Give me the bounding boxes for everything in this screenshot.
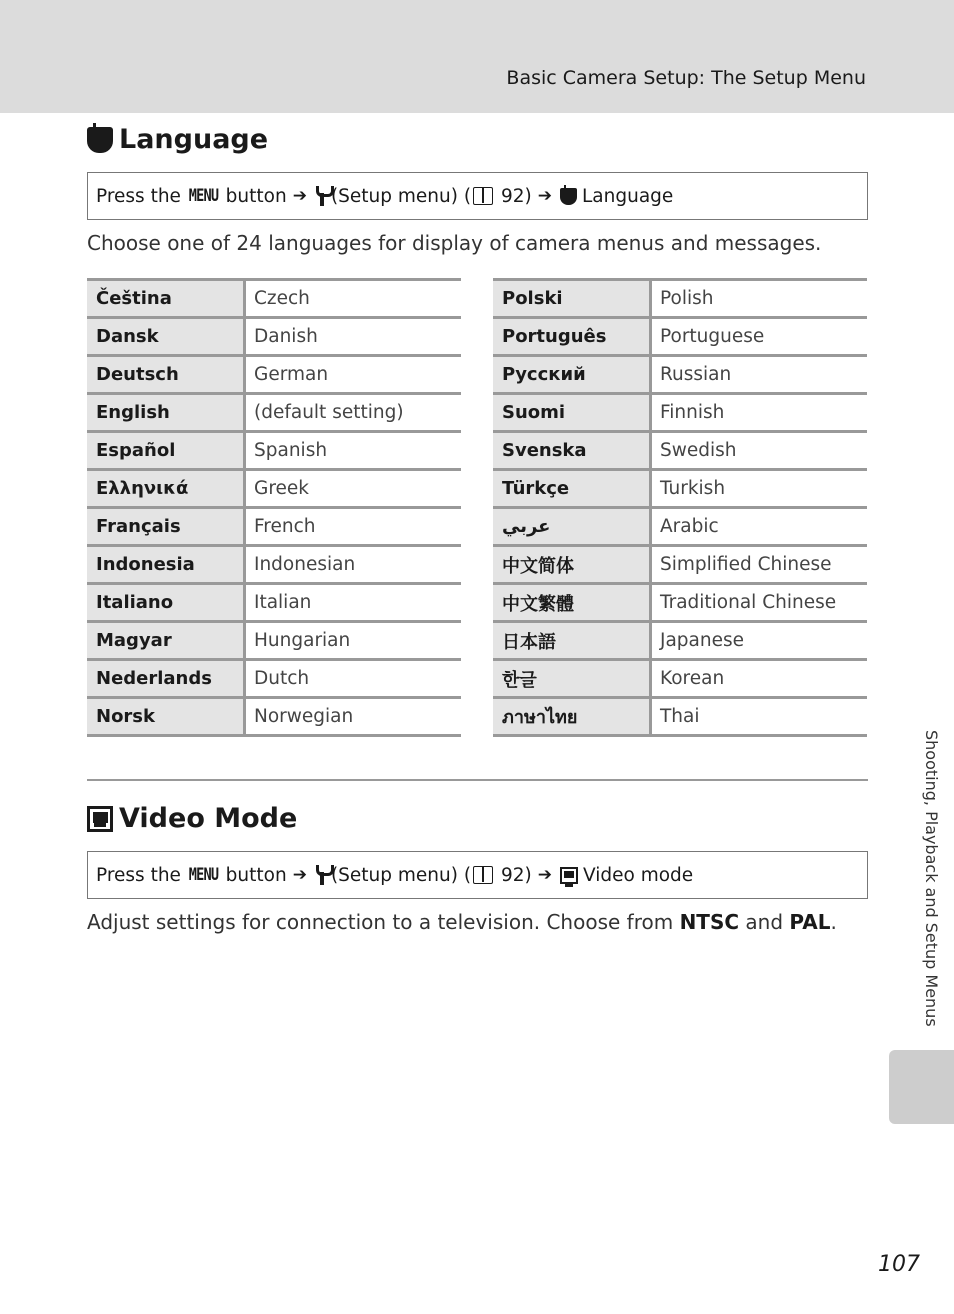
language-native-name: Svenska xyxy=(493,433,652,468)
language-row xyxy=(493,281,867,319)
arrow-right-icon: ➔ xyxy=(537,865,552,885)
language-english-name: French xyxy=(254,516,316,537)
language-row xyxy=(493,395,867,433)
book-icon xyxy=(473,866,493,884)
arrow-right-icon: ➔ xyxy=(292,865,307,885)
language-row xyxy=(493,433,867,471)
language-english-name: Russian xyxy=(660,364,732,385)
video-desc-period: . xyxy=(830,910,837,934)
video-mode-heading xyxy=(87,803,297,834)
path-setup-text: (Setup menu) ( xyxy=(330,864,472,886)
language-row xyxy=(493,319,867,357)
language-english-name: German xyxy=(254,364,329,385)
language-english-name: Greek xyxy=(254,478,310,499)
language-native-name: Indonesia xyxy=(87,547,246,582)
video-mode-title: Video Mode xyxy=(119,803,298,834)
language-description: Choose one of 24 languages for display of camera menus and messages. xyxy=(87,231,822,255)
language-native-name: Magyar xyxy=(87,623,246,658)
menu-button-label: MENU xyxy=(188,186,219,206)
language-native-name: Čeština xyxy=(87,281,246,316)
language-english-name: Korean xyxy=(660,668,725,689)
language-english-name: (default setting) xyxy=(254,402,404,423)
language-native-name: 한글 xyxy=(493,661,652,696)
language-row xyxy=(87,623,461,661)
language-row xyxy=(87,357,461,395)
language-english-name: Indonesian xyxy=(254,554,356,575)
path-press-text: Press the xyxy=(96,185,181,207)
language-row xyxy=(493,547,867,585)
language-row xyxy=(493,471,867,509)
language-row xyxy=(87,547,461,585)
arrow-right-icon: ➔ xyxy=(292,186,307,206)
page-number: 107 xyxy=(878,1252,920,1277)
language-table-right xyxy=(493,278,867,737)
language-row xyxy=(87,699,461,737)
language-row xyxy=(493,623,867,661)
language-table-left xyxy=(87,278,461,737)
video-mode-icon xyxy=(560,867,578,884)
language-native-name: Português xyxy=(493,319,652,354)
chapter-side-label xyxy=(921,730,941,1040)
option-ntsc: NTSC xyxy=(679,910,740,934)
book-icon xyxy=(473,187,493,205)
path-button-text: button xyxy=(225,185,287,207)
language-row xyxy=(493,509,867,547)
language-native-name: 中文简体 xyxy=(493,547,652,582)
arrow-right-icon: ➔ xyxy=(537,186,552,206)
language-row xyxy=(493,357,867,395)
language-english-name: Finnish xyxy=(660,402,725,423)
path-ref-text: 92) xyxy=(500,185,532,207)
path-button-text: button xyxy=(225,864,287,886)
language-row xyxy=(87,281,461,319)
video-desc-text: Adjust settings for connection to a television. Choose from xyxy=(87,910,674,934)
path-setup-text: (Setup menu) ( xyxy=(330,185,472,207)
language-english-name: Swedish xyxy=(660,440,737,461)
language-row xyxy=(87,585,461,623)
language-row xyxy=(493,699,867,737)
language-native-name: Français xyxy=(87,509,246,544)
path-press-text: Press the xyxy=(96,864,181,886)
language-icon xyxy=(87,127,113,153)
language-native-name: Ελληνικά xyxy=(87,471,246,506)
language-native-name: Русский xyxy=(493,357,652,392)
language-native-name: 中文繁體 xyxy=(493,585,652,620)
language-row xyxy=(87,395,461,433)
language-english-name: Portuguese xyxy=(660,326,765,347)
video-mode-description xyxy=(87,910,837,934)
language-row xyxy=(493,661,867,699)
wrench-icon xyxy=(316,186,328,206)
language-row xyxy=(87,433,461,471)
language-native-name: ภาษาไทย xyxy=(493,699,652,734)
language-english-name: Italian xyxy=(254,592,312,613)
language-menu-path xyxy=(87,172,868,220)
path-target-text: Video mode xyxy=(582,864,694,886)
section-divider xyxy=(87,779,868,781)
language-native-name: 日本語 xyxy=(493,623,652,658)
option-pal: PAL xyxy=(789,910,831,934)
language-english-name: Spanish xyxy=(254,440,328,461)
language-row xyxy=(87,509,461,547)
language-native-name: Norsk xyxy=(87,699,246,734)
language-english-name: Danish xyxy=(254,326,318,347)
language-native-name: Nederlands xyxy=(87,661,246,696)
language-english-name: Polish xyxy=(660,288,714,309)
path-target-text: Language xyxy=(581,185,674,207)
menu-button-label: MENU xyxy=(188,865,219,885)
header-band xyxy=(0,0,954,113)
language-native-name: Suomi xyxy=(493,395,652,430)
language-row xyxy=(493,585,867,623)
video-mode-icon xyxy=(87,806,113,832)
language-heading xyxy=(87,124,268,155)
path-ref-text: 92) xyxy=(500,864,532,886)
language-english-name: Dutch xyxy=(254,668,310,689)
language-english-name: Turkish xyxy=(660,478,726,499)
language-english-name: Simplified Chinese xyxy=(660,554,832,575)
language-english-name: Norwegian xyxy=(254,706,354,727)
video-desc-and: and xyxy=(745,910,784,934)
chapter-side-text: Shooting, Playback and Setup Menus xyxy=(922,730,941,1027)
wrench-icon xyxy=(316,865,328,885)
chapter-tab xyxy=(889,1050,954,1124)
language-native-name: Italiano xyxy=(87,585,246,620)
language-native-name: Español xyxy=(87,433,246,468)
language-title: Language xyxy=(119,124,269,155)
language-english-name: Arabic xyxy=(660,516,719,537)
language-row xyxy=(87,471,461,509)
language-native-name: Polski xyxy=(493,281,652,316)
language-native-name: Deutsch xyxy=(87,357,246,392)
language-native-name: English xyxy=(87,395,246,430)
language-english-name: Japanese xyxy=(660,630,744,651)
language-icon xyxy=(560,188,577,205)
language-native-name: Türkçe xyxy=(493,471,652,506)
language-english-name: Traditional Chinese xyxy=(660,592,837,613)
language-native-name: Dansk xyxy=(87,319,246,354)
language-english-name: Thai xyxy=(660,706,700,727)
language-row xyxy=(87,661,461,699)
video-menu-path xyxy=(87,851,868,899)
language-english-name: Czech xyxy=(254,288,310,309)
language-row xyxy=(87,319,461,357)
header-title: Basic Camera Setup: The Setup Menu xyxy=(506,67,866,89)
language-english-name: Hungarian xyxy=(254,630,351,651)
language-native-name: عربي xyxy=(493,509,652,544)
